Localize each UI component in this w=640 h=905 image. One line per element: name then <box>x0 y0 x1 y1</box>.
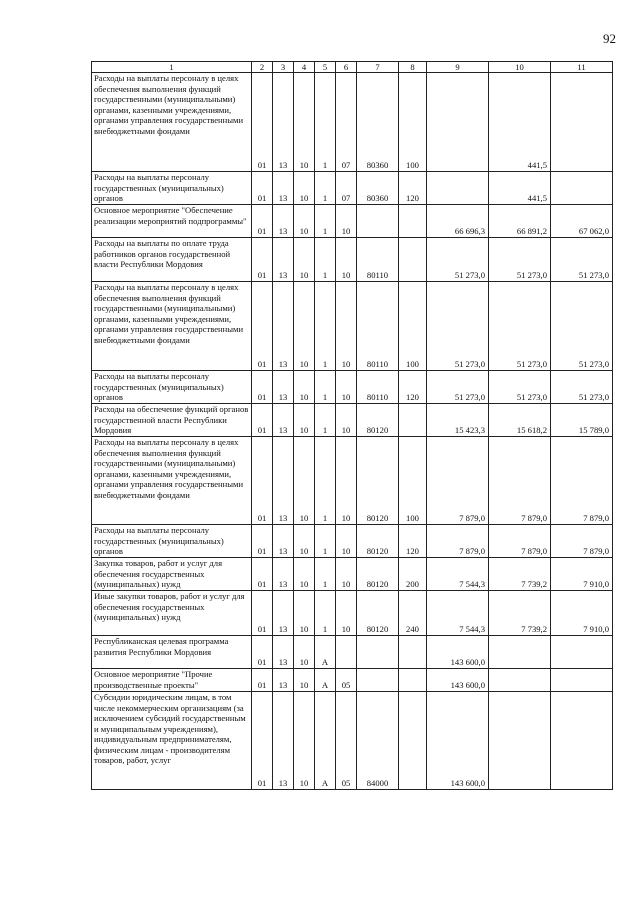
amount-year-2: 7 739,2 <box>489 591 551 636</box>
direction-code: 80110 <box>357 282 399 371</box>
subsection-code: 13 <box>273 172 294 205</box>
table-row <box>92 669 613 692</box>
expense-type-code <box>399 669 427 692</box>
subsection-code: 13 <box>273 404 294 437</box>
table-row <box>92 437 613 525</box>
amount-year-1: 51 273,0 <box>427 282 489 371</box>
row-name: Расходы на обеспечение функций органов государственной власти Республики Мордовия <box>92 404 252 437</box>
subsection-code: 13 <box>273 558 294 591</box>
row-name: Расходы на выплаты персоналу государственных (муниципальных) органов <box>92 525 252 558</box>
row-name: Расходы на выплаты персоналу в целях обеспечения выполнения функций государственными (муниципальными) органами, казенными учреждениями, органами управления государственными внебюджетными фондами <box>92 73 252 172</box>
table-row <box>92 636 613 669</box>
expense-type-code: 240 <box>399 591 427 636</box>
column-header-7: 7 <box>357 62 399 73</box>
expense-type-code <box>399 205 427 238</box>
measure-code: 07 <box>336 172 357 205</box>
amount-year-1: 143 600,0 <box>427 636 489 669</box>
column-header-6: 6 <box>336 62 357 73</box>
subsection-code: 13 <box>273 73 294 172</box>
subsection-code: 13 <box>273 636 294 669</box>
amount-year-2: 51 273,0 <box>489 282 551 371</box>
amount-year-2 <box>489 636 551 669</box>
subprogram-code: А <box>315 669 336 692</box>
expense-type-code: 120 <box>399 172 427 205</box>
measure-code: 05 <box>336 692 357 790</box>
expense-type-code: 200 <box>399 558 427 591</box>
table-row <box>92 371 613 404</box>
row-name: Расходы на выплаты персоналу государственных (муниципальных) органов <box>92 371 252 404</box>
subsection-code: 13 <box>273 238 294 282</box>
amount-year-1 <box>427 73 489 172</box>
amount-year-2: 51 273,0 <box>489 371 551 404</box>
section-code: 01 <box>252 371 273 404</box>
measure-code: 10 <box>336 282 357 371</box>
budget-table <box>91 61 613 790</box>
program-code: 10 <box>294 437 315 525</box>
expense-type-code: 120 <box>399 525 427 558</box>
section-code: 01 <box>252 172 273 205</box>
program-code: 10 <box>294 172 315 205</box>
expense-type-code <box>399 404 427 437</box>
expense-type-code <box>399 238 427 282</box>
section-code: 01 <box>252 636 273 669</box>
amount-year-2: 441,5 <box>489 172 551 205</box>
table-row <box>92 282 613 371</box>
subprogram-code: 1 <box>315 558 336 591</box>
subsection-code: 13 <box>273 669 294 692</box>
table-row <box>92 591 613 636</box>
table-row <box>92 172 613 205</box>
row-name: Расходы на выплаты по оплате труда работников органов государственной власти Республики Мордовия <box>92 238 252 282</box>
column-header-1: 1 <box>92 62 252 73</box>
subprogram-code: 1 <box>315 172 336 205</box>
amount-year-2: 7 879,0 <box>489 525 551 558</box>
measure-code: 10 <box>336 404 357 437</box>
amount-year-3 <box>551 692 613 790</box>
amount-year-2: 7 739,2 <box>489 558 551 591</box>
header-row <box>92 62 613 73</box>
measure-code: 10 <box>336 591 357 636</box>
subprogram-code: 1 <box>315 591 336 636</box>
section-code: 01 <box>252 73 273 172</box>
subprogram-code: А <box>315 692 336 790</box>
section-code: 01 <box>252 282 273 371</box>
direction-code <box>357 205 399 238</box>
amount-year-1: 51 273,0 <box>427 238 489 282</box>
measure-code: 05 <box>336 669 357 692</box>
subsection-code: 13 <box>273 692 294 790</box>
amount-year-3: 7 910,0 <box>551 558 613 591</box>
program-code: 10 <box>294 591 315 636</box>
column-header-2: 2 <box>252 62 273 73</box>
subprogram-code: 1 <box>315 205 336 238</box>
amount-year-1: 143 600,0 <box>427 692 489 790</box>
subprogram-code: 1 <box>315 238 336 282</box>
subsection-code: 13 <box>273 282 294 371</box>
amount-year-1: 7 879,0 <box>427 525 489 558</box>
amount-year-1: 7 544,3 <box>427 558 489 591</box>
column-header-9: 9 <box>427 62 489 73</box>
row-name: Закупка товаров, работ и услуг для обеспечения государственных (муниципальных) нужд <box>92 558 252 591</box>
amount-year-3 <box>551 73 613 172</box>
measure-code: 10 <box>336 205 357 238</box>
amount-year-3: 67 062,0 <box>551 205 613 238</box>
measure-code: 07 <box>336 73 357 172</box>
subsection-code: 13 <box>273 591 294 636</box>
program-code: 10 <box>294 636 315 669</box>
amount-year-3: 51 273,0 <box>551 371 613 404</box>
direction-code: 80110 <box>357 371 399 404</box>
section-code: 01 <box>252 525 273 558</box>
program-code: 10 <box>294 282 315 371</box>
direction-code <box>357 669 399 692</box>
subprogram-code: 1 <box>315 371 336 404</box>
amount-year-3: 7 879,0 <box>551 437 613 525</box>
program-code: 10 <box>294 692 315 790</box>
amount-year-1: 66 696,3 <box>427 205 489 238</box>
amount-year-1: 51 273,0 <box>427 371 489 404</box>
amount-year-1: 7 544,3 <box>427 591 489 636</box>
program-code: 10 <box>294 205 315 238</box>
measure-code: 10 <box>336 371 357 404</box>
column-header-4: 4 <box>294 62 315 73</box>
amount-year-3 <box>551 172 613 205</box>
direction-code <box>357 636 399 669</box>
section-code: 01 <box>252 238 273 282</box>
amount-year-3 <box>551 669 613 692</box>
measure-code: 10 <box>336 238 357 282</box>
section-code: 01 <box>252 205 273 238</box>
amount-year-3: 51 273,0 <box>551 238 613 282</box>
section-code: 01 <box>252 404 273 437</box>
row-name: Расходы на выплаты персоналу государственных (муниципальных) органов <box>92 172 252 205</box>
section-code: 01 <box>252 437 273 525</box>
amount-year-3: 7 910,0 <box>551 591 613 636</box>
program-code: 10 <box>294 404 315 437</box>
direction-code: 80120 <box>357 404 399 437</box>
amount-year-2: 66 891,2 <box>489 205 551 238</box>
row-name: Основное мероприятие "Прочие производственные проекты" <box>92 669 252 692</box>
section-code: 01 <box>252 669 273 692</box>
section-code: 01 <box>252 692 273 790</box>
column-header-8: 8 <box>399 62 427 73</box>
program-code: 10 <box>294 238 315 282</box>
row-name: Республиканская целевая программа развития Республики Мордовия <box>92 636 252 669</box>
table-row <box>92 404 613 437</box>
subprogram-code: 1 <box>315 437 336 525</box>
amount-year-1 <box>427 172 489 205</box>
direction-code: 80120 <box>357 591 399 636</box>
table-row <box>92 238 613 282</box>
subprogram-code: А <box>315 636 336 669</box>
column-header-5: 5 <box>315 62 336 73</box>
program-code: 10 <box>294 525 315 558</box>
measure-code: 10 <box>336 437 357 525</box>
direction-code: 84000 <box>357 692 399 790</box>
subsection-code: 13 <box>273 437 294 525</box>
table-row <box>92 73 613 172</box>
measure-code: 10 <box>336 558 357 591</box>
amount-year-3: 51 273,0 <box>551 282 613 371</box>
table-body <box>92 73 613 790</box>
amount-year-2: 51 273,0 <box>489 238 551 282</box>
direction-code: 80120 <box>357 437 399 525</box>
amount-year-1: 7 879,0 <box>427 437 489 525</box>
row-name: Иные закупки товаров, работ и услуг для обеспечения государственных (муниципальных) нужд <box>92 591 252 636</box>
program-code: 10 <box>294 558 315 591</box>
expense-type-code <box>399 636 427 669</box>
table-row <box>92 205 613 238</box>
row-name: Субсидии юридическим лицам, в том числе некоммерческим организациям (за исключением субсидий государственным и муниципальным учреждениям), индивидуальным предпринимателям, физическим лицам - производителям товаров, работ, услуг <box>92 692 252 790</box>
amount-year-2 <box>489 669 551 692</box>
subsection-code: 13 <box>273 205 294 238</box>
row-name: Расходы на выплаты персоналу в целях обеспечения выполнения функций государственными (муниципальными) органами, казенными учреждениями, органами управления государственными внебюджетными фондами <box>92 282 252 371</box>
amount-year-1: 15 423,3 <box>427 404 489 437</box>
program-code: 10 <box>294 669 315 692</box>
direction-code: 80360 <box>357 73 399 172</box>
amount-year-3: 15 789,0 <box>551 404 613 437</box>
amount-year-2: 7 879,0 <box>489 437 551 525</box>
column-header-3: 3 <box>273 62 294 73</box>
expense-type-code: 120 <box>399 371 427 404</box>
column-header-10: 10 <box>489 62 551 73</box>
direction-code: 80360 <box>357 172 399 205</box>
column-header-11: 11 <box>551 62 613 73</box>
expense-type-code <box>399 692 427 790</box>
subsection-code: 13 <box>273 371 294 404</box>
direction-code: 80120 <box>357 525 399 558</box>
row-name: Расходы на выплаты персоналу в целях обеспечения выполнения функций государственными (муниципальными) органами, казенными учреждениями, органами управления государственными внебюджетными фондами <box>92 437 252 525</box>
section-code: 01 <box>252 591 273 636</box>
subprogram-code: 1 <box>315 73 336 172</box>
section-code: 01 <box>252 558 273 591</box>
table-row <box>92 558 613 591</box>
table-row <box>92 525 613 558</box>
amount-year-3 <box>551 636 613 669</box>
amount-year-2: 441,5 <box>489 73 551 172</box>
table-header <box>92 62 613 73</box>
expense-type-code: 100 <box>399 282 427 371</box>
subprogram-code: 1 <box>315 525 336 558</box>
measure-code: 10 <box>336 525 357 558</box>
subprogram-code: 1 <box>315 404 336 437</box>
amount-year-2: 15 618,2 <box>489 404 551 437</box>
direction-code: 80110 <box>357 238 399 282</box>
expense-type-code: 100 <box>399 73 427 172</box>
expense-type-code: 100 <box>399 437 427 525</box>
measure-code <box>336 636 357 669</box>
program-code: 10 <box>294 371 315 404</box>
subsection-code: 13 <box>273 525 294 558</box>
amount-year-1: 143 600,0 <box>427 669 489 692</box>
subprogram-code: 1 <box>315 282 336 371</box>
program-code: 10 <box>294 73 315 172</box>
table-row <box>92 692 613 790</box>
row-name: Основное мероприятие "Обеспечение реализации мероприятий подпрограммы" <box>92 205 252 238</box>
amount-year-3: 7 879,0 <box>551 525 613 558</box>
direction-code: 80120 <box>357 558 399 591</box>
amount-year-2 <box>489 692 551 790</box>
page-number: 92 <box>603 31 616 46</box>
